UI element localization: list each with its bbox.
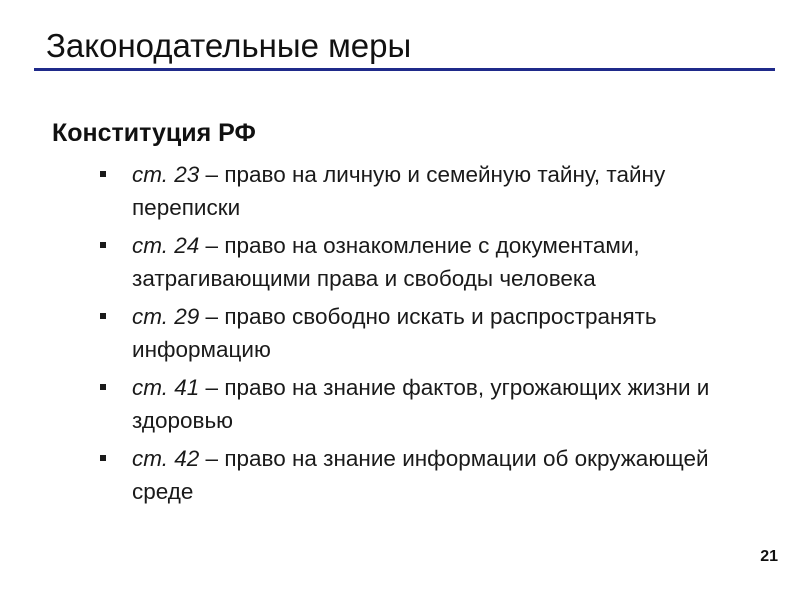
article-dash: – bbox=[199, 446, 225, 471]
article-reference: ст. 41 bbox=[132, 375, 200, 400]
article-text: право на знание информации об окружающей среде bbox=[132, 446, 709, 504]
slide-title: Законодательные меры bbox=[46, 27, 412, 64]
article-text: право на знание фактов, угрожающих жизни и здоровью bbox=[132, 375, 710, 433]
article-reference: ст. 24 bbox=[132, 233, 200, 258]
article-list bbox=[96, 158, 776, 513]
article-text: право на ознакомление с документами, затрагивающими права и свободы человека bbox=[132, 233, 640, 291]
square-bullet-icon bbox=[100, 455, 106, 461]
square-bullet-icon bbox=[100, 171, 106, 177]
list-item bbox=[96, 158, 776, 224]
article-reference: ст. 23 bbox=[132, 162, 200, 187]
list-item bbox=[96, 442, 776, 508]
square-bullet-icon bbox=[100, 384, 106, 390]
article-dash: – bbox=[199, 304, 225, 329]
article-dash: – bbox=[199, 375, 225, 400]
list-item bbox=[96, 229, 776, 295]
article-dash: – bbox=[199, 233, 225, 258]
section-heading: Конституция РФ bbox=[52, 119, 256, 147]
article-dash: – bbox=[199, 162, 225, 187]
list-item bbox=[96, 300, 776, 366]
square-bullet-icon bbox=[100, 313, 106, 319]
list-item bbox=[96, 371, 776, 437]
article-reference: ст. 42 bbox=[132, 446, 200, 471]
square-bullet-icon bbox=[100, 242, 106, 248]
title-divider bbox=[34, 68, 775, 71]
article-reference: ст. 29 bbox=[132, 304, 200, 329]
article-text: право на личную и семейную тайну, тайну переписки bbox=[132, 162, 666, 220]
page-number: 21 bbox=[760, 548, 778, 565]
article-text: право свободно искать и распространять информацию bbox=[132, 304, 657, 362]
